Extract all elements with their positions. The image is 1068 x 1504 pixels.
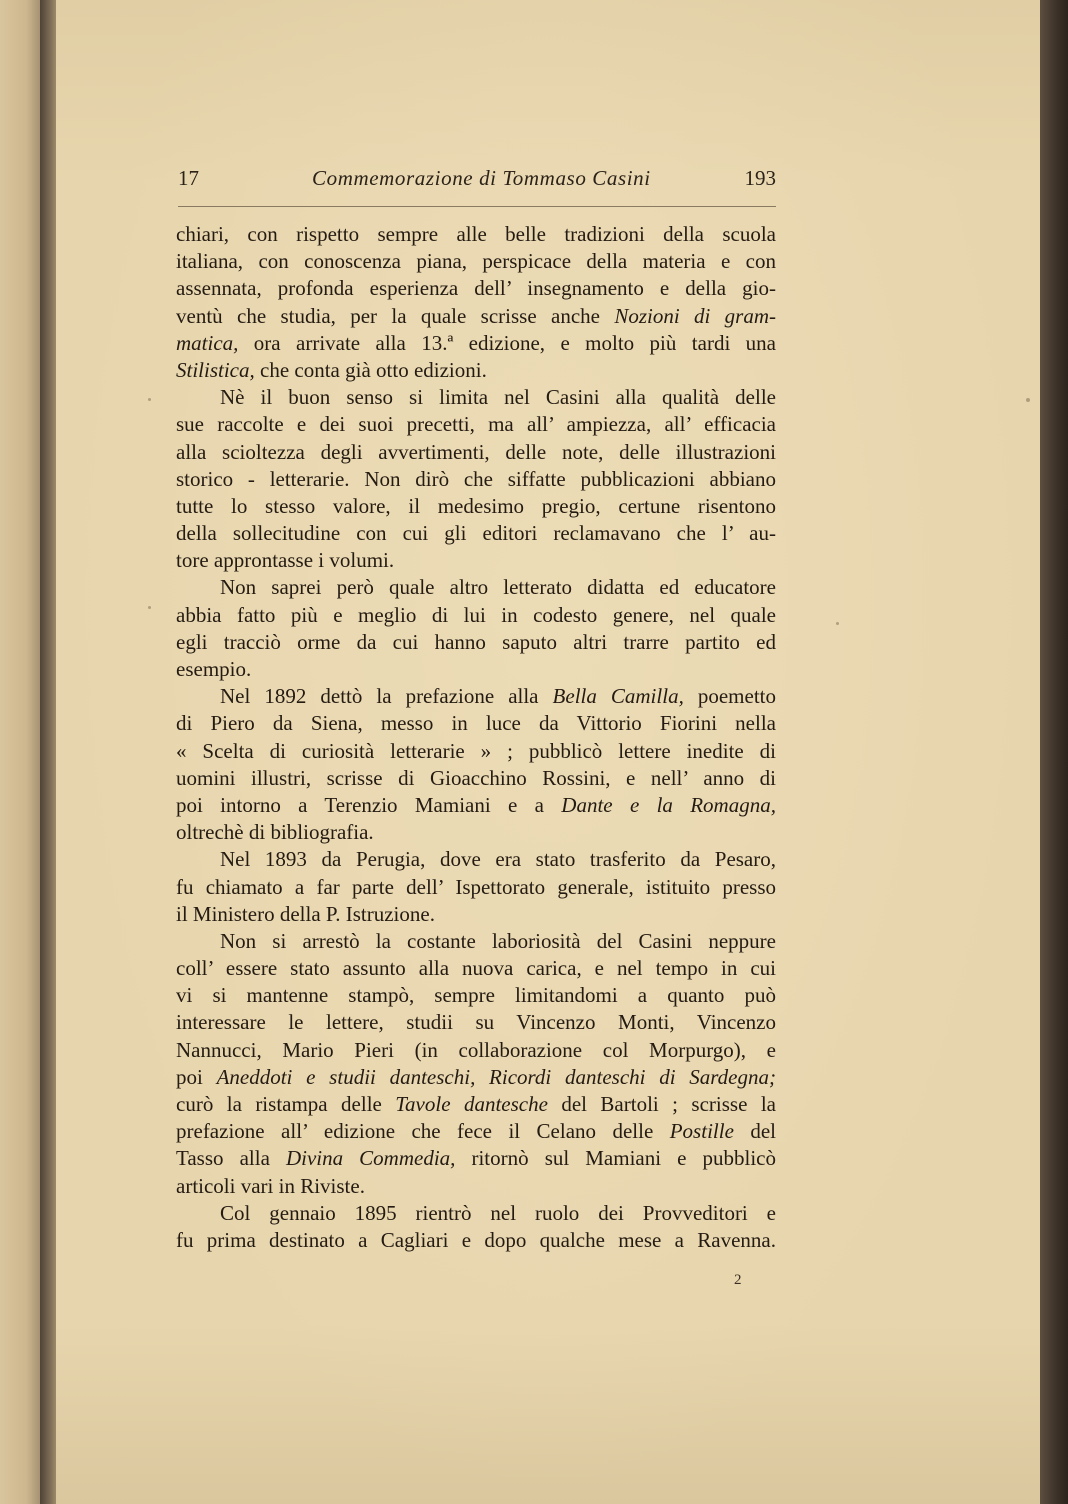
text-line: [176, 303, 776, 330]
text-run: alla scioltezza degli avvertimenti, delle note, delle illustrazioni: [176, 439, 776, 464]
text-run: italiana, con conoscenza piana, perspicace della materia e con: [176, 249, 776, 274]
page-number: 193: [744, 166, 776, 190]
text-line: [176, 357, 776, 384]
text-run: Nè il buon senso si limita nel Casini alla qualità delle: [220, 385, 776, 410]
text-line: [176, 574, 776, 601]
text-run: oltrechè di bibliografia.: [176, 820, 374, 845]
header-folio-left: 17: [178, 166, 199, 190]
page-edge-shadow: [1040, 0, 1068, 1504]
text-run: Non si arrestò la costante laboriosità del Casini neppure: [220, 928, 776, 953]
text-run: tutte lo stesso valore, il medesimo pregio, certune risentono: [176, 493, 776, 518]
text-line: [176, 248, 776, 275]
text-line: [176, 520, 776, 547]
text-run: coll’ essere stato assunto alla nuova carica, e nel tempo in cui: [176, 956, 776, 981]
paper-speck: [1026, 398, 1030, 402]
text-run: sue raccolte e dei suoi precetti, ma all’ ampiezza, all’ efficacia: [176, 412, 776, 437]
text-run: della sollecitudine con cui gli editori reclamavano che l’ au-: [176, 521, 776, 546]
text-line: [176, 1145, 776, 1172]
text-run: Col gennaio 1895 rientrò nel ruolo dei Provveditori e: [220, 1200, 776, 1225]
text-line: [176, 1009, 776, 1036]
text-run: articoli vari in Riviste.: [176, 1173, 365, 1198]
text-line: [176, 1118, 776, 1145]
text-run: del: [733, 1119, 776, 1144]
text-line: [176, 1200, 776, 1227]
italic-title-text: Divina Commedia,: [285, 1146, 456, 1171]
italic-title-text: Bella Camilla,: [552, 684, 684, 709]
signature-mark: 2: [734, 1272, 742, 1288]
text-line: [176, 493, 776, 520]
text-line: [176, 928, 776, 955]
text-run: ora arrivate alla 13.ª edizione, e molto più tardi una: [238, 330, 776, 355]
text-run: « Scelta di curiosità letterarie » ; pubblicò lettere inedite di: [176, 738, 776, 763]
text-run: ventù che studia, per la quale scrisse anche: [176, 303, 615, 328]
text-run: del Bartoli ; scrisse la: [547, 1092, 776, 1116]
text-line: [176, 439, 776, 466]
text-run: prefazione all’ edizione che fece il Celano delle: [176, 1119, 670, 1144]
header-rule: [178, 206, 776, 207]
running-title: Commemorazione di Tommaso Casini: [312, 166, 651, 190]
italic-title-text: Postille: [669, 1119, 734, 1144]
running-header: [178, 166, 776, 196]
text-run: abbia fatto più e meglio di lui in codesto genere, nel quale: [176, 602, 776, 627]
text-line: [176, 411, 776, 438]
text-run: storico - letterarie. Non dirò che siffatte pubblicazioni abbiano: [176, 466, 776, 491]
paper-speck: [148, 606, 151, 609]
text-run: ritornò sul Mamiani e pubblicò: [455, 1146, 776, 1171]
text-line: [176, 819, 776, 846]
text-line: [176, 1227, 776, 1254]
text-line: [176, 629, 776, 656]
text-line: [176, 1173, 776, 1200]
paper-speck: [836, 622, 839, 625]
text-line: [176, 982, 776, 1009]
text-run: esempio.: [176, 657, 252, 681]
text-line: [176, 1037, 776, 1064]
text-run: che conta già otto edizioni.: [254, 357, 487, 382]
text-run: vi si mantenne stampò, sempre limitandomi a quanto può: [176, 983, 776, 1008]
text-run: fu prima destinato a Cagliari e dopo qualche mese a Ravenna.: [176, 1227, 776, 1252]
text-run: Nel 1892 dettò la prefazione alla: [220, 684, 553, 709]
text-line: [176, 846, 776, 873]
text-run: fu chiamato a far parte dell’ Ispettorato generale, istituito presso: [176, 874, 776, 899]
text-line: [176, 547, 776, 574]
text-line: [176, 602, 776, 629]
text-line: [176, 738, 776, 765]
text-line: [176, 792, 776, 819]
text-line: [176, 1091, 776, 1118]
text-line: [176, 901, 776, 928]
italic-title-text: Stilistica,: [176, 357, 255, 382]
text-line: [176, 874, 776, 901]
text-run: tore approntasse i volumi.: [176, 548, 395, 573]
italic-title-text: Aneddoti e studii danteschi, Ricordi danteschi di Sardegna;: [216, 1064, 776, 1089]
text-run: poi: [176, 1064, 217, 1089]
text-line: [176, 1064, 776, 1091]
text-line: [176, 466, 776, 493]
text-run: il Ministero della P. Istruzione.: [176, 901, 435, 926]
text-line: [176, 683, 776, 710]
italic-title-text: Dante e la Romagna,: [561, 792, 776, 817]
text-run: poemetto: [683, 684, 776, 709]
text-run: interessare le lettere, studii su Vincenzo Monti, Vincenzo: [176, 1010, 776, 1035]
italic-title-text: Tavole dantesche: [395, 1092, 548, 1116]
text-run: poi intorno a Terenzio Mamiani e a: [176, 792, 562, 817]
text-run: chiari, con rispetto sempre alle belle tradizioni della scuola: [176, 222, 776, 246]
text-line: [176, 330, 776, 357]
text-run: assennata, profonda esperienza dell’ insegnamento e della gio-: [176, 276, 776, 301]
text-run: Non saprei però quale altro letterato didatta ed educatore: [220, 575, 776, 600]
text-run: egli tracciò orme da cui hanno saputo altri trarre partito ed: [176, 629, 776, 654]
text-run: di Piero da Siena, messo in luce da Vittorio Fiorini nella: [176, 711, 776, 736]
text-run: curò la ristampa delle: [176, 1092, 396, 1116]
paper-speck: [148, 398, 151, 401]
text-run: Nannucci, Mario Pieri (in collaborazione col Morpurgo), e: [176, 1037, 776, 1062]
text-line: [176, 275, 776, 302]
text-line: [176, 710, 776, 737]
text-run: uomini illustri, scrisse di Gioacchino Rossini, e nell’ anno di: [176, 765, 776, 790]
text-run: Tasso alla: [176, 1146, 286, 1171]
body-text: [176, 221, 776, 1254]
text-line: [176, 221, 776, 248]
text-run: Nel 1893 da Perugia, dove era stato trasferito da Pesaro,: [220, 847, 776, 872]
text-line: [176, 765, 776, 792]
text-line: [176, 955, 776, 982]
text-line: [176, 656, 776, 683]
text-line: [176, 384, 776, 411]
italic-title-text: matica,: [176, 330, 239, 355]
italic-title-text: Nozioni di gram-: [614, 303, 777, 328]
